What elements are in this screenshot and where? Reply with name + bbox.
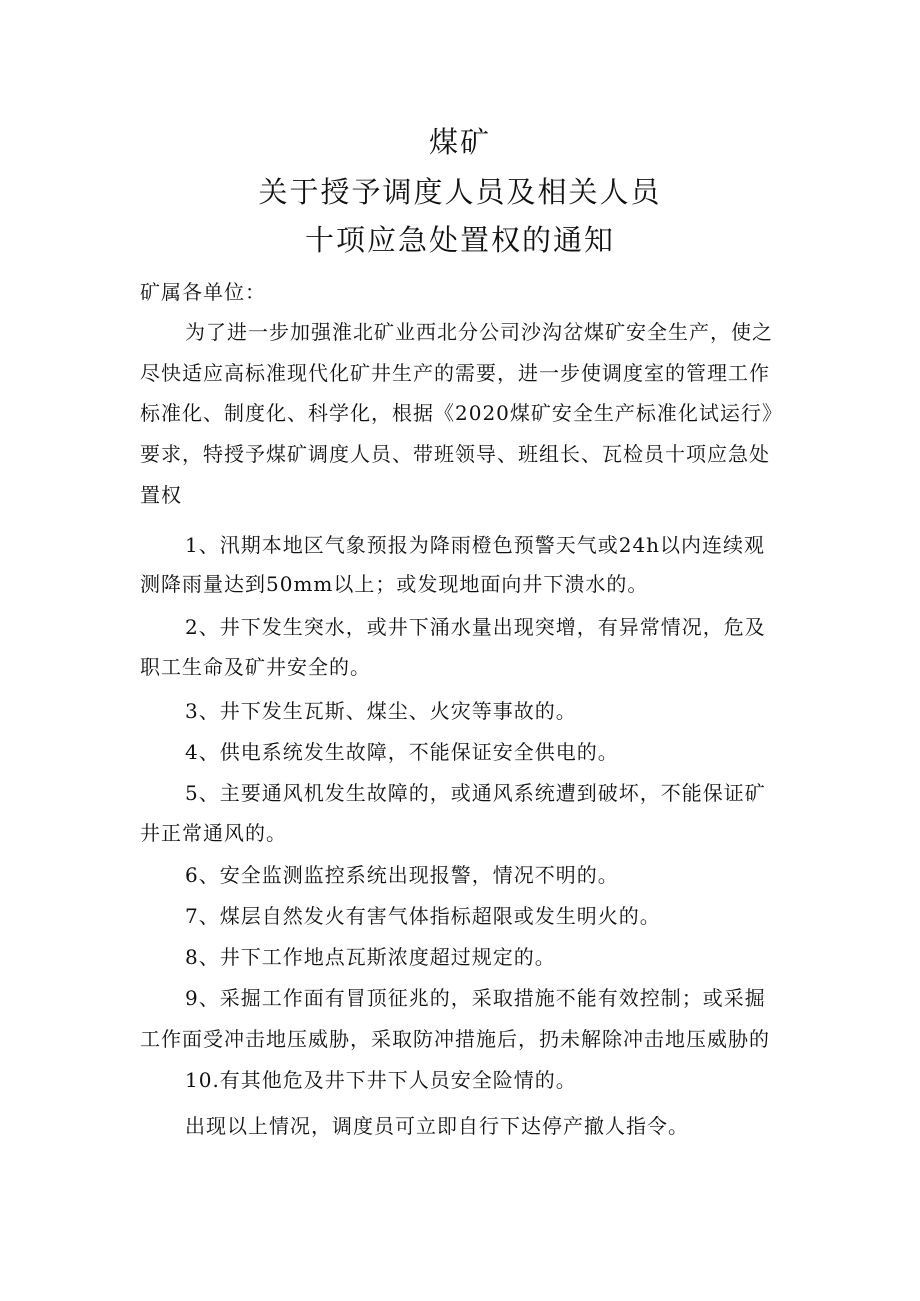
item-2-line-2: 职工生命及矿井安全的。 <box>140 655 371 679</box>
item-5-line-2: 井正常通风的。 <box>140 821 287 845</box>
intro-line-5: 置权 <box>140 483 182 507</box>
item-5-line-1: 5、主要通风机发生故障的，或通风系统遭到破坏，不能保证矿 <box>185 781 766 805</box>
item-9-line-1: 9、采掘工作面有冒顶征兆的，采取措施不能有效控制；或采掘 <box>185 986 766 1010</box>
title-line-2: 关于授予调度人员及相关人员 <box>258 175 662 209</box>
intro-line-4: 要求，特授予煤矿调度人员、带班领导、班组长、瓦检员十项应急处 <box>140 442 770 466</box>
item-2-line-1: 2、井下发生突水，或井下涌水量出现突增，有异常情况，危及 <box>185 615 766 639</box>
item-4-line-1: 4、供电系统发生故障，不能保证安全供电的。 <box>185 740 619 764</box>
item-1-line-2: 测降雨量达到50mm以上；或发现地面向井下溃水的。 <box>140 572 649 596</box>
item-9-line-2: 工作面受冲击地压威胁，采取防冲措施后，扔未解除冲击地压威胁的 <box>140 1027 770 1051</box>
item-8-line-1: 8、井下工作地点瓦斯浓度超过规定的。 <box>185 945 556 969</box>
intro-line-3: 标准化、制度化、科学化，根据《2020煤矿安全生产标准化试运行》 <box>140 401 783 425</box>
title-line-3: 十项应急处置权的通知 <box>304 223 615 257</box>
item-1-line-1: 1、汛期本地区气象预报为降雨橙色预警天气或24h以内连续观 <box>185 533 766 557</box>
intro-line-2: 尽快适应高标准现代化矿井生产的需要，进一步使调度室的管理工作 <box>140 361 770 385</box>
title-line-1: 煤矿 <box>428 125 491 159</box>
intro-line-1: 为了进一步加强淮北矿业西北分公司沙沟岔煤矿安全生产，使之 <box>185 320 773 344</box>
item-3-line-1: 3、井下发生瓦斯、煤尘、火灾等事故的。 <box>185 699 577 723</box>
closing-statement: 出现以上情况，调度员可立即自行下达停产撤人指令。 <box>185 1114 689 1138</box>
item-10-line-1: 10.有其他危及井下井下人员安全险情的。 <box>185 1068 577 1092</box>
item-7-line-1: 7、煤层自然发火有害气体指标超限或发生明火的。 <box>185 904 661 928</box>
salutation: 矿属各单位： <box>140 280 266 304</box>
item-6-line-1: 6、安全监测监控系统出现报警，情况不明的。 <box>185 863 619 887</box>
